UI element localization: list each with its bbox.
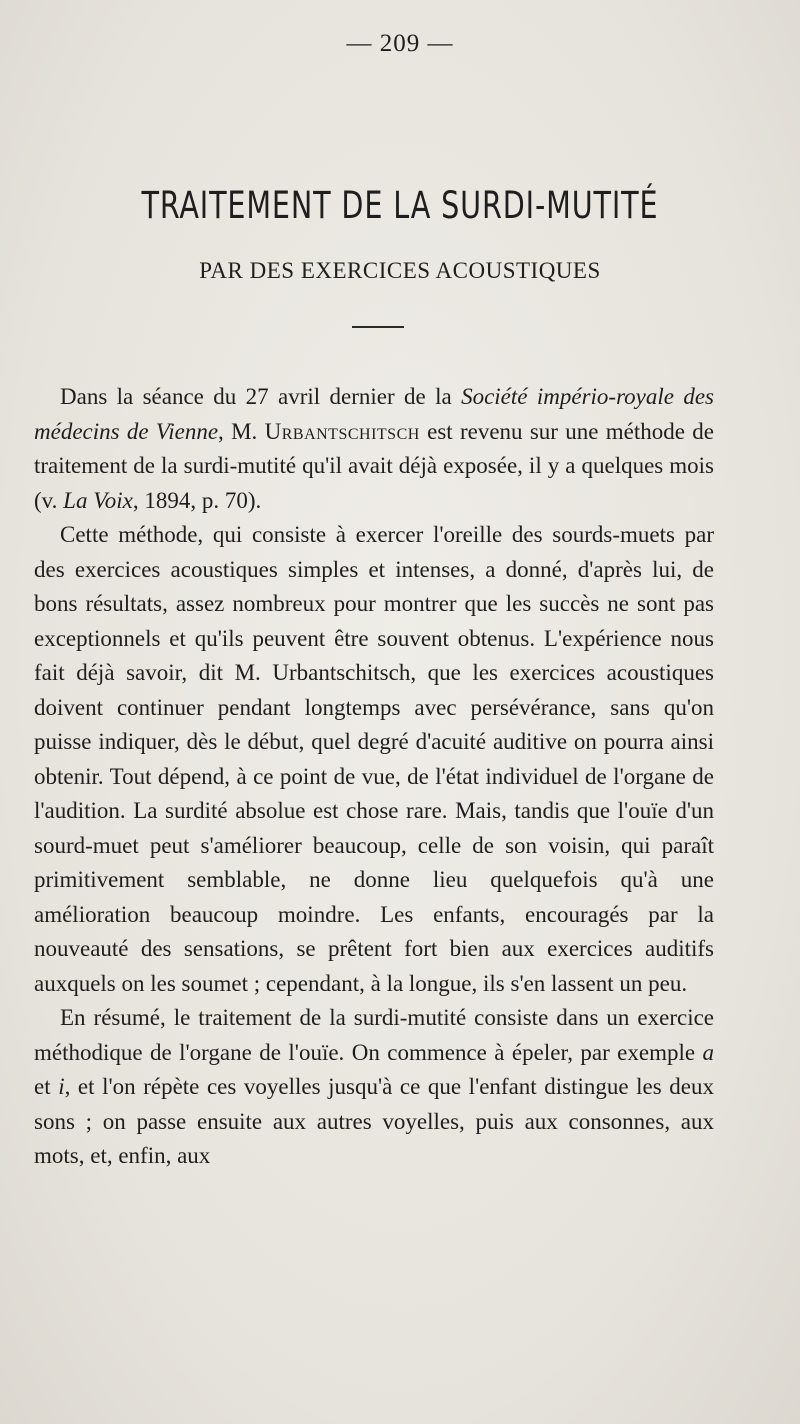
p3-text-c: et: [34, 1074, 59, 1099]
paragraph-1: [34, 380, 714, 518]
p1-text-e: est revenu sur une méthode de traitement de la surdi-mutité qu'il avait déjà exposée, il y a quelques mois (v.: [34, 418, 714, 513]
page-number: — 209 —: [346, 30, 454, 57]
title-rule: [352, 326, 404, 328]
article-title: TRAITEMENT DE LA SURDI-MUTITÉ: [141, 184, 659, 227]
p1-journal-name: La Voix: [63, 487, 133, 513]
p3-text-a: En résumé, le traitement de la surdi-mutité consiste dans un exercice méthodique de l'organe de l'ouïe. On commence à épeler, par exemple: [34, 1005, 714, 1065]
p3-text-e: , et l'on répète ces voyelles jusqu'à ce que l'enfant distingue les deux sons ; on passe ensuite aux autres voyelles, puis aux consonnes, aux mots, et, enfin, aux: [34, 1074, 714, 1168]
p1-author-name: Urbantschitsch: [264, 418, 420, 444]
p1-society-name: Société império-royale des médecins de Vienne: [34, 384, 714, 444]
p1-text-a: Dans la séance du 27 avril dernier de la: [60, 384, 462, 409]
paragraph-3: [34, 1001, 714, 1174]
p3-vowel-i: i: [58, 1074, 65, 1099]
p1-text-c: , M.: [218, 418, 265, 444]
p3-vowel-a: a: [702, 1039, 714, 1065]
p1-text-g: , 1894, p. 70).: [132, 487, 262, 513]
article-body: [34, 380, 714, 1174]
article-subtitle: PAR DES EXERCICES ACOUSTIQUES: [199, 258, 601, 283]
paragraph-2: Cette méthode, qui consiste à exercer l'oreille des sourds-muets par des exercices acoustiques simples et intenses, a donné, d'après lui, de bons résultats, assez nombreux pour montrer que les succès ne sont pas exceptionnels et qu'ils peuvent être souvent obtenus. L'expérience nous fait déjà savoir, dit M. Urbantschitsch, que les exercices acoustiques doivent continuer pendant longtemps avec persévérance, sans qu'on puisse indiquer, dès le début, quel degré d'acuité auditive on pourra ainsi obtenir. Tout dépend, à ce point de vue, de l'état individuel de l'organe de l'audition. La surdité absolue est chose rare. Mais, tandis que l'ouïe d'un sourd-muet peut s'améliorer beaucoup, celle de son voisin, qui paraît primitivement semblable, ne donne lieu quelquefois qu'à une amélioration beaucoup moindre. Les enfants, encouragés par la nouveauté des sensations, se prêtent fort bien aux exercices auditifs auxquels on les soumet ; cependant, à la longue, ils s'en lassent un peu.: [34, 522, 714, 996]
